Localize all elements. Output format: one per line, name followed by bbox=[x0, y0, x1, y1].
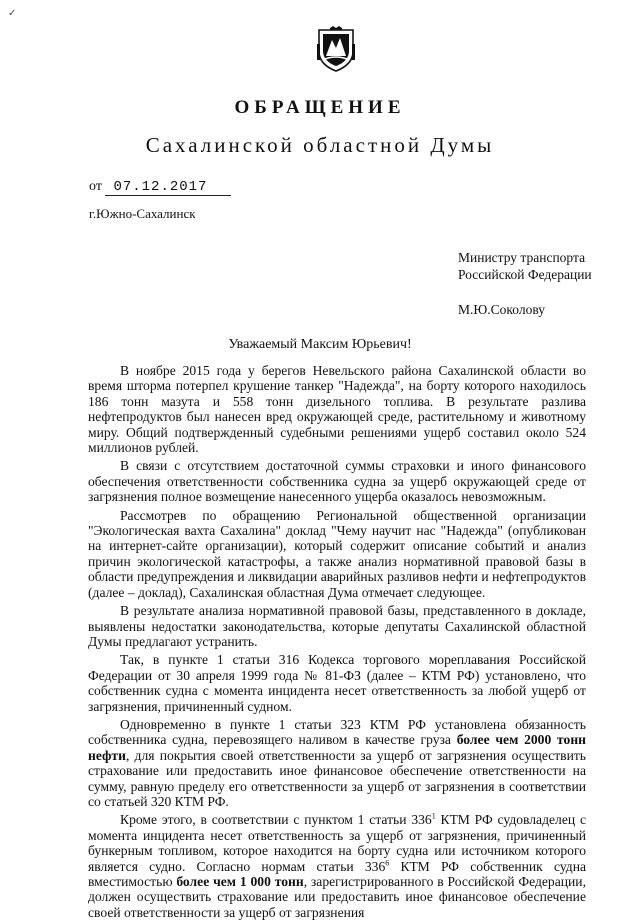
city: г.Южно-Сахалинск bbox=[89, 206, 196, 221]
greeting: Уважаемый Максим Юрьевич! bbox=[228, 337, 412, 352]
paragraph-6-text-a: Одновременно в пункте 1 статьи 323 КТМ РФ установлена обязанность собственника судна, перевозящего наливом в качестве груза bbox=[88, 716, 586, 748]
paragraph-7-text-b: КТМ РФ судовладелец с момента инцидента несет ответственность за ущерб от загрязнения, причиненный бункерным топливом, которое находится на борту судна или источником которого является судно. Согласно нормам статьи 336 bbox=[88, 812, 586, 874]
paragraph-6-bold: более чем 2000 тонн нефти bbox=[88, 732, 586, 763]
paragraph-2: В связи с отсутствием достаточной суммы страховки и иного финансового обеспечения ответственности собственника судна за ущерб окружающей среде от загрязнения полное возмещение нанесенного ущерба оказалось невозможным. bbox=[88, 458, 586, 505]
document-title: ОБРАЩЕНИЕ bbox=[234, 97, 406, 118]
paragraph-3: Рассмотрев по обращению Региональной общественной организации "Экологическая вахта Сахалина" доклад "Чему научит нас "Надежда" (опубликован на интернет-сайте организации), который содержит описание событий и анализ причин экологической катастрофы, а также анализ нормативной правовой базы в области предупреждения и ликвидации аварийных разливов нефти и нефтепродуктов (далее – доклад), Сахалинская областная Дума отмечает следующее. bbox=[88, 507, 586, 600]
addressee-block bbox=[458, 249, 592, 318]
date-line bbox=[89, 179, 231, 196]
paragraph-6-text-c: , для покрытия своей ответственности за ущерб от загрязнения осуществить страхование или предоставить иное финансовое обеспечение ответственности на сумму, равную пределу его ответственности за ущерб от загрязнения в соответствии со статьей 320 КТМ РФ. bbox=[88, 747, 586, 809]
letter-body bbox=[88, 363, 586, 923]
paragraph-7-text-e: , зарегистрированного в Российской Федерации, должен осуществить страхование или предоставить иное финансовое обеспечение своей ответственности за ущерб от загрязнения bbox=[88, 874, 586, 920]
paragraph-6 bbox=[88, 717, 586, 809]
date-prefix: от bbox=[89, 179, 102, 194]
document-date: 07.12.2017 bbox=[105, 179, 231, 196]
paragraph-7-superscript-1: 1 bbox=[431, 811, 436, 821]
addressee-line-2: Российской Федерации bbox=[458, 267, 592, 282]
addressee-line-1: Министру транспорта bbox=[458, 250, 586, 265]
addressee-name: М.Ю.Соколову bbox=[458, 302, 545, 317]
coat-of-arms-icon bbox=[316, 26, 356, 72]
paragraph-7-bold: более чем 1 000 тонн bbox=[176, 874, 304, 889]
paragraph-7-text-c: КТМ РФ собственник судна вместимостью bbox=[88, 858, 586, 889]
scan-mark: ✓ bbox=[8, 8, 17, 19]
paragraph-7-text-a: Кроме этого, в соответствии с пунктом 1 статьи 336 bbox=[120, 812, 432, 828]
paragraph-7 bbox=[88, 812, 586, 920]
paragraph-4: В результате анализа нормативной правовой базы, представленного в докладе, выявлены недостатки законодательства, которые депутаты Сахалинской областной Думы предлагают устранить. bbox=[88, 603, 586, 649]
document-subtitle: Сахалинской областной Думы bbox=[145, 133, 495, 157]
paragraph-7-superscript-2: 6 bbox=[385, 858, 390, 868]
paragraph-5: Так, в пункте 1 статьи 316 Кодекса торгового мореплавания Российской Федерации от 30 апреля 1999 года № 81-ФЗ (далее – КТМ РФ) установлено, что собственник судна с момента инцидента несет ответственность за любой ущерб от загрязнения, причиненный судном. bbox=[88, 652, 586, 714]
paragraph-1: В ноябре 2015 года у берегов Невельского района Сахалинской области во время шторма потерпел крушение танкер "Надежда", на борту которого находилось 186 тонн мазута и 558 тонн дизельного топлива. В результате разлива нефтепродуктов был нанесен вред окружающей среде, растительному и животному миру. Общий подтвержденный судебными решениями ущерб составил около 524 миллионов рублей. bbox=[88, 363, 586, 456]
